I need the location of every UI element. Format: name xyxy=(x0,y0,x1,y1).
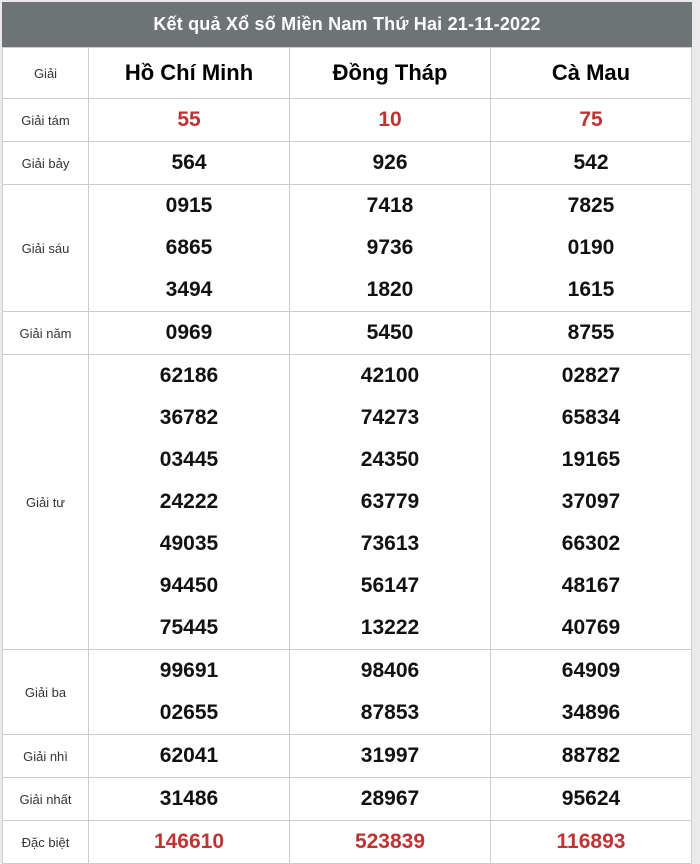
number-cell: 1615 xyxy=(567,278,615,301)
number-cell: 40769 xyxy=(561,616,621,639)
table-row-giai-ba xyxy=(3,650,692,735)
prize-label: Giải bảy xyxy=(3,142,89,185)
number-cell: 926 xyxy=(372,151,408,174)
number-cell: 95624 xyxy=(561,787,621,810)
number-cell: 42100 xyxy=(360,364,420,387)
page-title: Kết quả Xổ số Miền Nam Thứ Hai 21-11-2022 xyxy=(2,2,692,47)
number-cell: 8755 xyxy=(567,321,615,344)
number-cell: 37097 xyxy=(561,490,621,513)
prize-label: Giải nhất xyxy=(3,778,89,821)
number-cell: 64909 xyxy=(561,659,621,682)
prize-label: Giải ba xyxy=(3,650,89,735)
number-cell: 31997 xyxy=(360,744,420,767)
number-cell: 31486 xyxy=(159,787,219,810)
table-row-dac-biet xyxy=(3,821,692,864)
number-cell: 02827 xyxy=(561,364,621,387)
table-row-giai-nhat xyxy=(3,778,692,821)
number-cell: 13222 xyxy=(360,616,420,639)
table-row-giai-sau xyxy=(3,185,692,312)
table-row-giai-tu xyxy=(3,355,692,650)
number-cell: 9736 xyxy=(366,236,414,259)
number-cell: 1820 xyxy=(366,278,414,301)
number-cell: 7825 xyxy=(567,194,615,217)
number-cell: 542 xyxy=(573,151,609,174)
prize-label: Giải sáu xyxy=(3,185,89,312)
number-cell: 49035 xyxy=(159,532,219,555)
number-cell: 56147 xyxy=(360,574,420,597)
number-cell: 5450 xyxy=(366,321,414,344)
number-cell: 0969 xyxy=(165,321,213,344)
number-cell: 99691 xyxy=(159,659,219,682)
number-cell: 63779 xyxy=(360,490,420,513)
number-cell: 88782 xyxy=(561,744,621,767)
number-cell: 94450 xyxy=(159,574,219,597)
number-cell: 02655 xyxy=(159,701,219,724)
results-table xyxy=(2,47,692,864)
number-cell: 523839 xyxy=(354,830,426,853)
number-cell: 74273 xyxy=(360,406,420,429)
number-cell: 34896 xyxy=(561,701,621,724)
number-cell: 73613 xyxy=(360,532,420,555)
number-cell: 75 xyxy=(579,108,603,131)
number-cell: 65834 xyxy=(561,406,621,429)
number-cell: 24222 xyxy=(159,490,219,513)
number-cell: 75445 xyxy=(159,616,219,639)
table-row-giai-nhi xyxy=(3,735,692,778)
number-cell: 0915 xyxy=(165,194,213,217)
number-cell: 10 xyxy=(378,108,402,131)
table-row-giai-bay xyxy=(3,142,692,185)
lottery-results-page xyxy=(2,2,692,864)
prize-label: Giải tư xyxy=(3,355,89,650)
number-cell: 66302 xyxy=(561,532,621,555)
table-row-giai-nam xyxy=(3,312,692,355)
prize-column-header: Giải xyxy=(3,48,89,99)
number-cell: 48167 xyxy=(561,574,621,597)
number-cell: 62041 xyxy=(159,744,219,767)
number-cell: 146610 xyxy=(153,830,225,853)
number-cell: 0190 xyxy=(567,236,615,259)
column-header-ca-mau: Cà Mau xyxy=(491,48,692,99)
number-cell: 36782 xyxy=(159,406,219,429)
prize-label: Đặc biệt xyxy=(3,821,89,864)
prize-label: Giải năm xyxy=(3,312,89,355)
number-cell: 7418 xyxy=(366,194,414,217)
number-cell: 6865 xyxy=(165,236,213,259)
number-cell: 116893 xyxy=(556,830,626,853)
number-cell: 62186 xyxy=(159,364,219,387)
number-cell: 3494 xyxy=(165,278,213,301)
number-cell: 87853 xyxy=(360,701,420,724)
column-header-dong-thap: Đồng Tháp xyxy=(290,48,491,99)
number-cell: 03445 xyxy=(159,448,219,471)
column-header-ho-chi-minh: Hồ Chí Minh xyxy=(89,48,290,99)
table-header-row xyxy=(3,48,692,99)
number-cell: 98406 xyxy=(360,659,420,682)
number-cell: 55 xyxy=(177,108,201,131)
number-cell: 564 xyxy=(171,151,207,174)
number-cell: 24350 xyxy=(360,448,420,471)
prize-label: Giải tám xyxy=(3,99,89,142)
number-cell: 19165 xyxy=(561,448,621,471)
table-row-giai-tam xyxy=(3,99,692,142)
prize-label: Giải nhì xyxy=(3,735,89,778)
number-cell: 28967 xyxy=(360,787,420,810)
